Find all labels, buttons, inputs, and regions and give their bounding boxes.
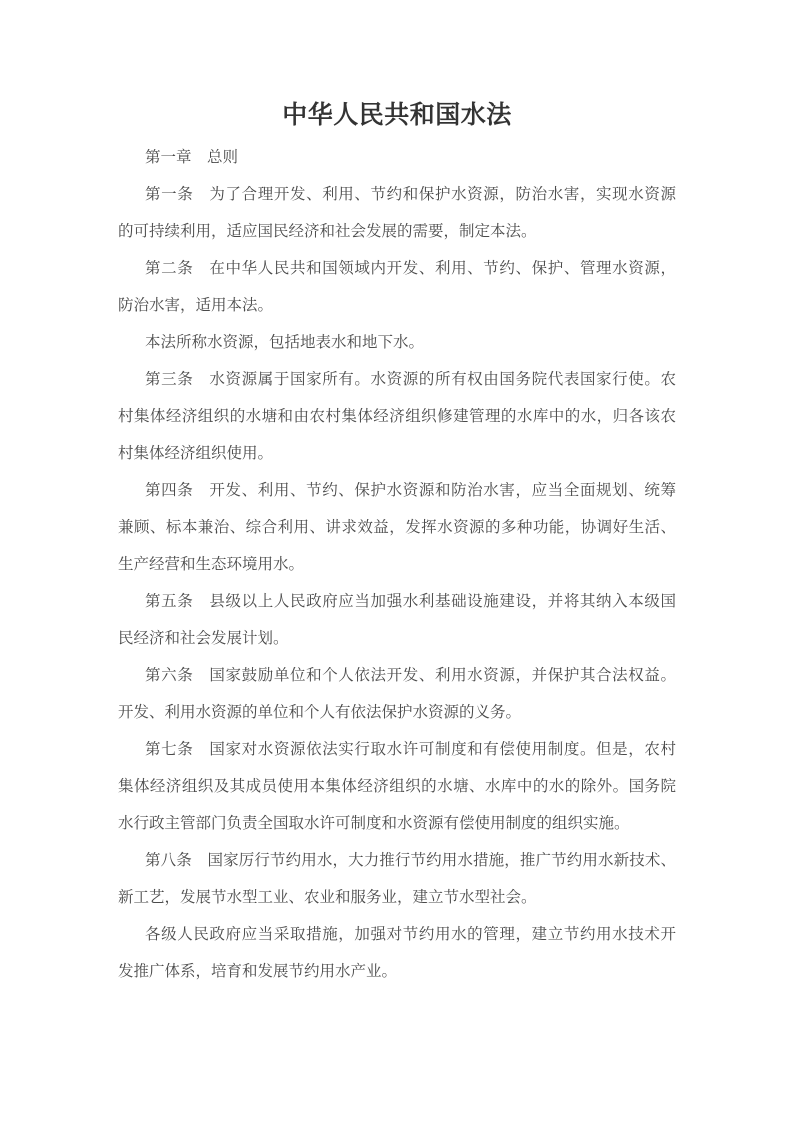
text-line: 发推广体系，培育和发展节约用水产业。 xyxy=(118,963,398,980)
text-line: 第七条 国家对水资源依法实行取水许可制度和有偿使用制度。但是，农村 xyxy=(145,741,676,758)
text-line: 第三条 水资源属于国家所有。水资源的所有权由国务院代表国家行使。农 xyxy=(145,371,676,388)
text-line: 本法所称水资源，包括地表水和地下水。 xyxy=(145,334,425,351)
document-title: 中华人民共和国水法 xyxy=(282,102,512,129)
text-line: 民经济和社会发展计划。 xyxy=(118,630,289,647)
text-line: 村集体经济组织使用。 xyxy=(118,445,274,462)
text-line: 防治水害，适用本法。 xyxy=(118,297,274,314)
text-line: 第八条 国家厉行节约用水，大力推行节约用水措施，推广节约用水新技术、 xyxy=(145,852,676,869)
text-line: 村集体经济组织的水塘和由农村集体经济组织修建管理的水库中的水，归各该农 xyxy=(118,408,676,425)
text-line: 第五条 县级以上人民政府应当加强水利基础设施建设，并将其纳入本级国 xyxy=(145,593,676,610)
document-body xyxy=(118,139,676,990)
text-line: 各级人民政府应当采取措施，加强对节约用水的管理，建立节约用水技术开 xyxy=(145,926,676,943)
text-line: 第一条 为了合理开发、利用、节约和保护水资源，防治水害，实现水资源 xyxy=(145,186,676,203)
text-line: 的可持续利用，适应国民经济和社会发展的需要，制定本法。 xyxy=(118,223,537,240)
text-line: 水行政主管部门负责全国取水许可制度和水资源有偿使用制度的组织实施。 xyxy=(118,815,630,832)
text-line: 第六条 国家鼓励单位和个人依法开发、利用水资源，并保护其合法权益。 xyxy=(145,667,676,684)
text-line: 兼顾、标本兼治、综合利用、讲求效益，发挥水资源的多种功能，协调好生活、 xyxy=(118,519,676,536)
chapter-heading: 第一章 总则 xyxy=(145,149,239,166)
text-line: 开发、利用水资源的单位和个人有依法保护水资源的义务。 xyxy=(118,704,522,721)
text-line: 第四条 开发、利用、节约、保护水资源和防治水害，应当全面规划、统筹 xyxy=(145,482,676,499)
text-line: 生产经营和生态环境用水。 xyxy=(118,556,305,573)
text-line: 第二条 在中华人民共和国领域内开发、利用、节约、保护、管理水资源， xyxy=(145,260,676,277)
text-line: 集体经济组织及其成员使用本集体经济组织的水塘、水库中的水的除外。国务院 xyxy=(118,778,676,795)
text-line: 新工艺，发展节水型工业、农业和服务业，建立节水型社会。 xyxy=(118,889,537,906)
